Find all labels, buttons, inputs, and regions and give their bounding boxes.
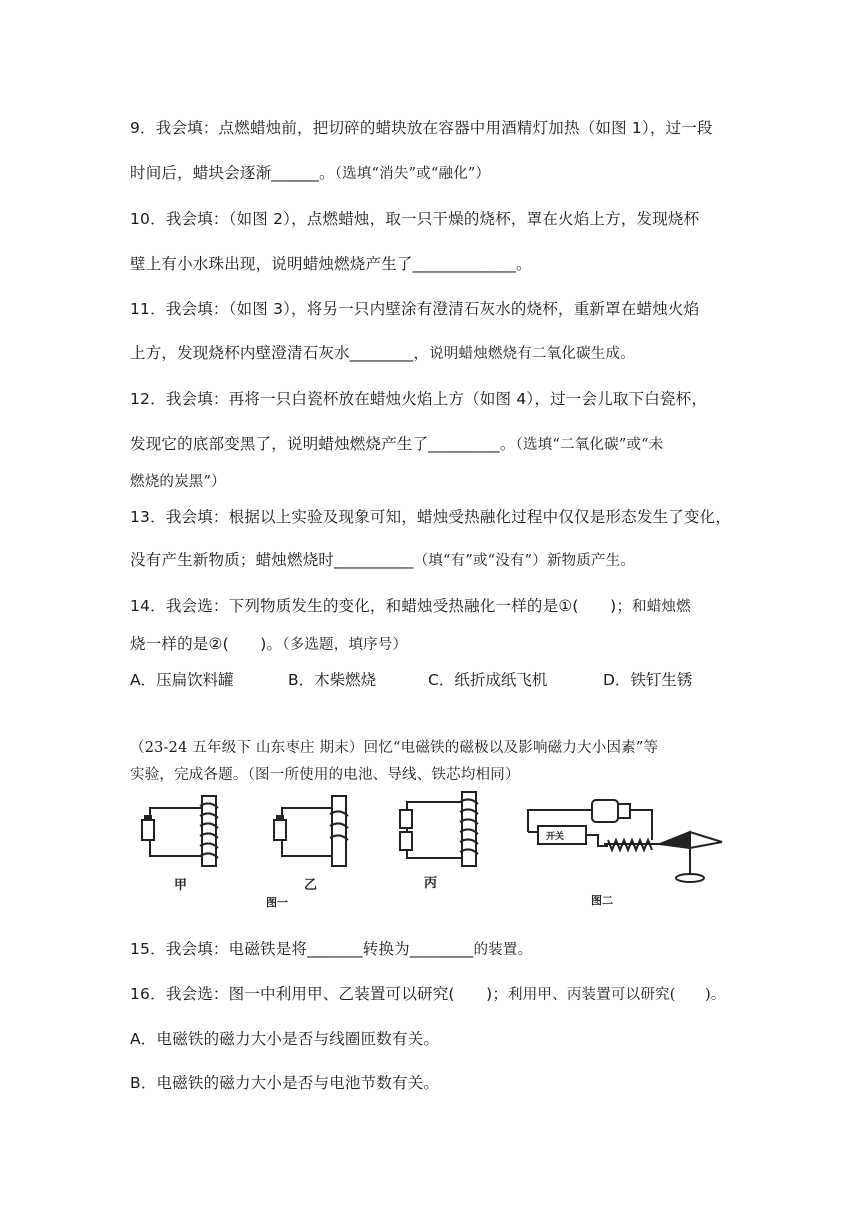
- q13-line2: [130, 550, 740, 571]
- q15-text: 15．我会填：电磁铁是将_______转换为________: [130, 940, 474, 958]
- q14-option-a: A．压扁饮料罐: [130, 671, 234, 689]
- label-bing: 丙: [424, 876, 438, 891]
- q14-text2: 烧一样的是②( )。: [130, 635, 283, 653]
- q10-line2: 壁上有小水珠出现，说明蜡烛燃烧产生了_____________。: [130, 255, 532, 273]
- q14-text: 14．我会选：下列物质发生的变化，和蜡烛受热融化一样的是①( )；: [130, 597, 633, 615]
- q11-line1: 11．我会填：（如图 3），将另一只内壁涂有澄清石灰水的烧杯，重新罩在蜡烛火焰: [130, 300, 700, 318]
- circuit-yi: [274, 796, 348, 866]
- q9-text: 时间后，蜡块会逐渐______。: [130, 164, 335, 182]
- circuit-jia: [142, 796, 218, 866]
- q14-line2: [130, 634, 740, 655]
- q11-text: 上方，发现烧杯内壁澄清石灰水________，: [130, 344, 430, 362]
- switch-label: 开关: [546, 832, 565, 842]
- q16-line1: [130, 984, 740, 1005]
- section-line1: （23-24 五年级下 山东枣庄 期末）回忆“电磁铁的磁极以及影响磁力大小因素”等: [130, 740, 659, 756]
- q16-option-a: A．电磁铁的磁力大小是否与线圈匝数有关。: [130, 1030, 440, 1048]
- label-yi: 乙: [304, 878, 318, 893]
- q12-hint: （选填“二氧化碳”或“未: [515, 437, 664, 453]
- q14-option-d: D．铁钉生锈: [603, 671, 693, 689]
- q14-option-b: B．木柴燃烧: [288, 671, 377, 689]
- electromagnet-figure: [120, 788, 740, 918]
- q14-option-c: C．纸折成纸飞机: [428, 671, 548, 689]
- q12-line1: 12．我会填：再将一只白瓷杯放在蜡烛火焰上方（如图 4），过一会儿取下白瓷杯，: [130, 390, 708, 408]
- q16-text: 16．我会选：图一中利用甲、乙装置可以研究( )；: [130, 985, 509, 1003]
- q14-line1: [130, 596, 740, 617]
- circuit-bing: [400, 792, 478, 866]
- q11-tail: 说明蜡烛燃烧有二氧化碳生成。: [429, 346, 635, 362]
- label-jia: 甲: [174, 878, 188, 893]
- q13-text: 没有产生新物质；蜡烛燃烧时__________: [130, 551, 414, 569]
- q12-line2: [130, 434, 740, 455]
- q16-tail: 利用甲、丙装置可以研究( )。: [508, 987, 726, 1003]
- q14-hint: （多选题，填序号）: [282, 637, 408, 653]
- section-line2: 实验，完成各题。（图一所使用的电池、导线、铁芯均相同）: [130, 767, 520, 783]
- caption-figure-two: 图二: [591, 894, 613, 907]
- q11-line2: [130, 343, 740, 364]
- q13-hint: （填“有”或“没有”）新物质产生。: [413, 553, 636, 569]
- q13-line1: 13．我会填：根据以上实验及现象可知，蜡烛受热融化过程中仅仅是形态发生了变化，: [130, 508, 732, 526]
- q14-tail: 和蜡烛燃: [632, 599, 691, 615]
- q9-line2: [130, 163, 740, 184]
- q15-line1: [130, 939, 740, 960]
- q12-text: 发现它的底部变黑了，说明蜡烛燃烧产生了_________。: [130, 435, 516, 453]
- q16-option-b: B．电磁铁的磁力大小是否与电池节数有关。: [130, 1074, 440, 1092]
- caption-figure-one: 图一: [266, 896, 288, 909]
- q9-line1: 9．我会填：点燃蜡烛前，把切碎的蜡块放在容器中用酒精灯加热（如图 1），过一段: [130, 119, 713, 137]
- q15-tail: 的装置。: [473, 942, 533, 958]
- q9-hint: （选填“消失”或“融化”）: [334, 166, 491, 182]
- q10-line1: 10．我会填：（如图 2），点燃蜡烛，取一只干燥的烧杯，罩在火焰上方，发现烧杯: [130, 210, 700, 228]
- q12-line3: 燃烧的炭黑”）: [130, 474, 226, 490]
